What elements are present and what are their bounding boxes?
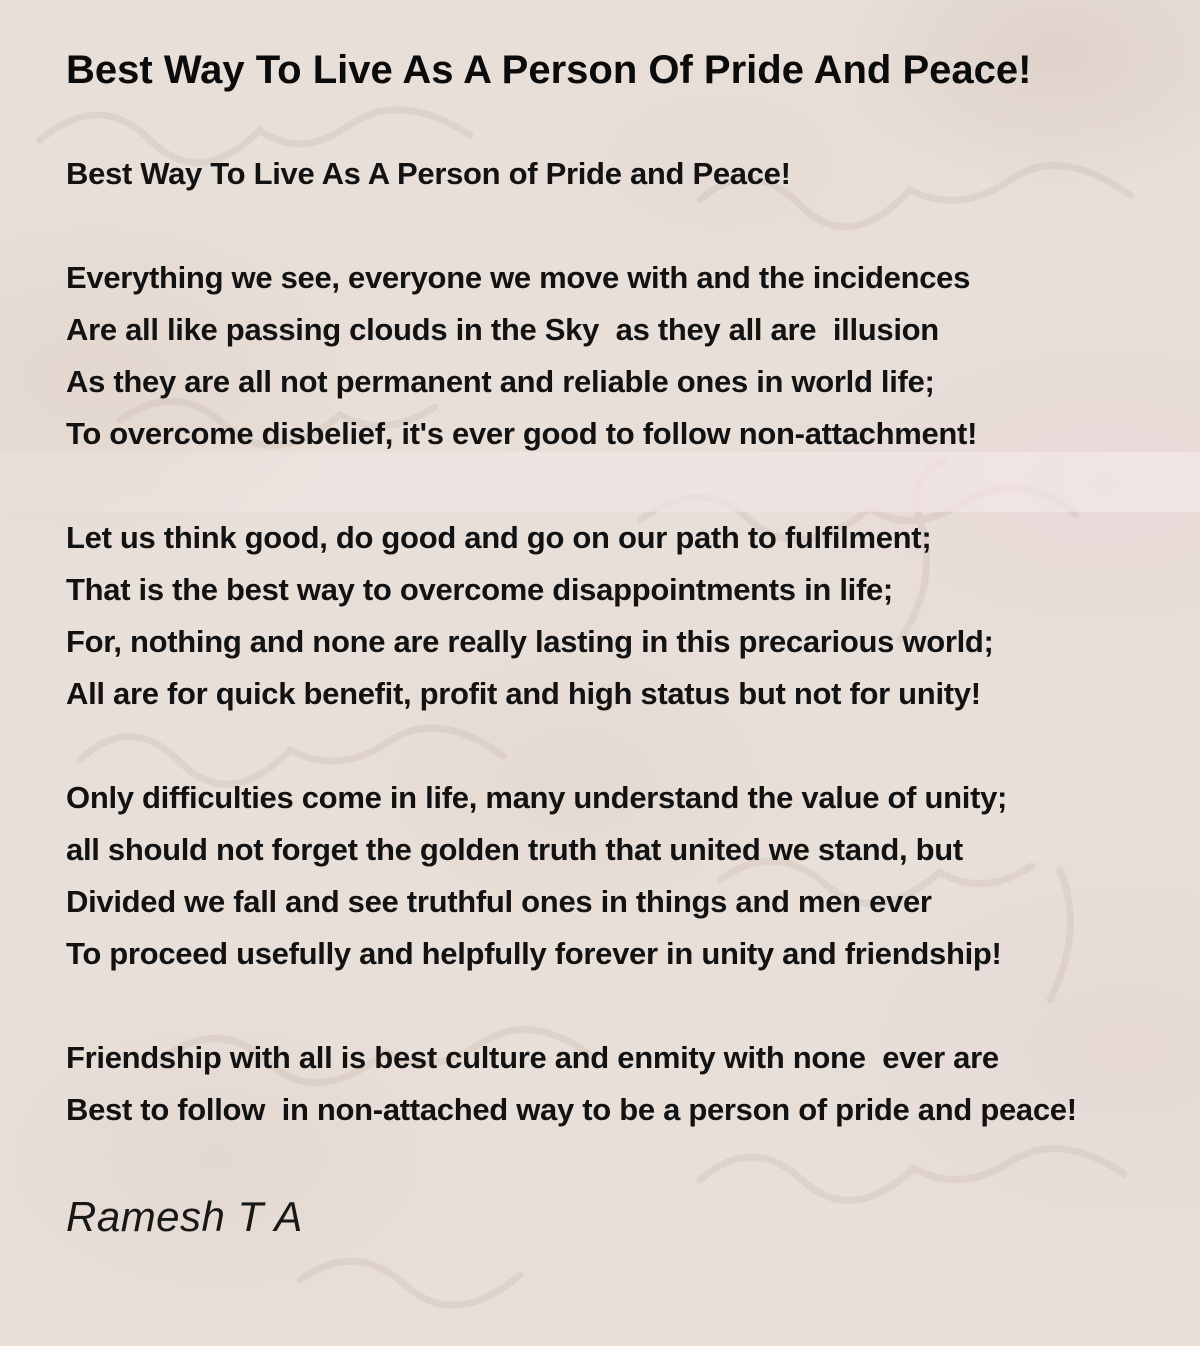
- poem-line: all should not forget the golden truth that united we stand, but: [66, 832, 963, 867]
- poem-line: To proceed usefully and helpfully forever in unity and friendship!: [66, 936, 1002, 971]
- poem-line: Best to follow in non-attached way to be a person of pride and peace!: [66, 1092, 1077, 1127]
- poem-subtitle-line: Best Way To Live As A Person of Pride and Peace!: [66, 156, 791, 191]
- poem-line: Only difficulties come in life, many understand the value of unity;: [66, 780, 1008, 815]
- poem-line: All are for quick benefit, profit and high status but not for unity!: [66, 676, 981, 711]
- stanza-2: [66, 512, 1140, 720]
- poem-line: Everything we see, everyone we move with and the incidences: [66, 260, 971, 295]
- poem-line: Are all like passing clouds in the Sky as they all are illusion: [66, 312, 939, 347]
- poem-line: For, nothing and none are really lasting in this precarious world;: [66, 624, 994, 659]
- author-signature: Ramesh T A: [66, 1193, 303, 1240]
- stanza-4: [66, 1032, 1140, 1136]
- stanza-1: [66, 252, 1140, 460]
- poem-line: Let us think good, do good and go on our path to fulfilment;: [66, 520, 932, 555]
- stanza-3: [66, 772, 1140, 980]
- poem-title: Best Way To Live As A Person Of Pride And Peace!: [66, 48, 1032, 92]
- poem-line: Divided we fall and see truthful ones in things and men ever: [66, 884, 932, 919]
- poem-line: To overcome disbelief, it's ever good to follow non-attachment!: [66, 416, 978, 451]
- poem-line: As they are all not permanent and reliable ones in world life;: [66, 364, 935, 399]
- poem-line: That is the best way to overcome disappointments in life;: [66, 572, 893, 607]
- poem-line: Friendship with all is best culture and enmity with none ever are: [66, 1040, 999, 1075]
